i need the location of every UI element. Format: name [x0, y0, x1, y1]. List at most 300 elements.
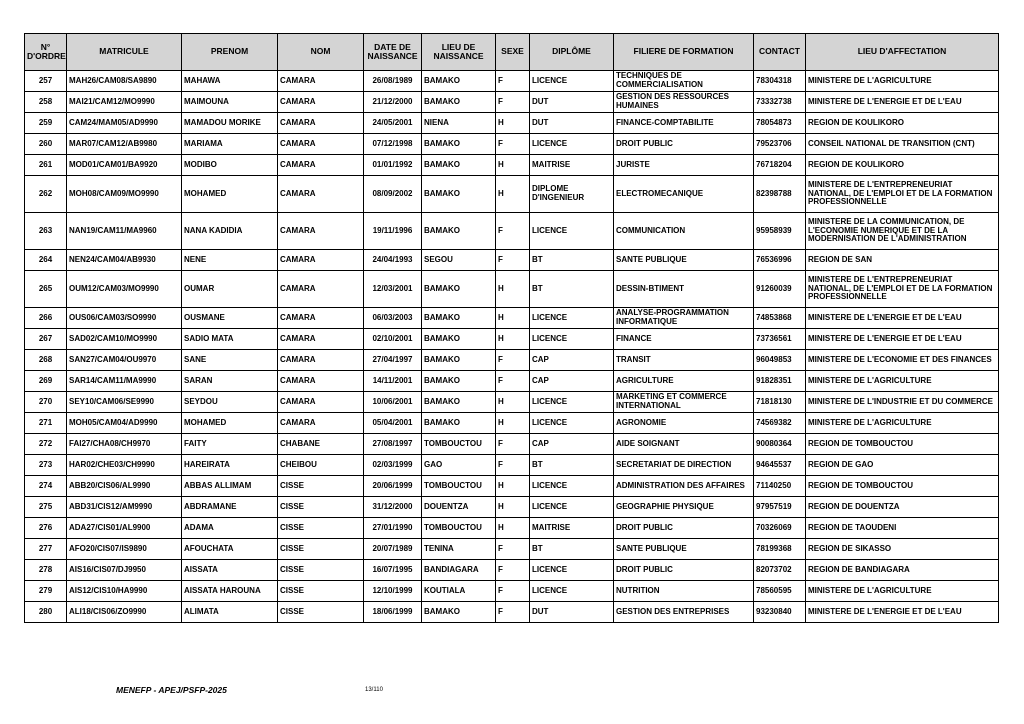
col-header-filiere: FILIERE DE FORMATION	[614, 34, 754, 71]
cell-affectation: MINISTERE DE L'INDUSTRIE ET DU COMMERCE	[806, 392, 999, 413]
cell-nom: CAMARA	[278, 213, 364, 250]
cell-prenom: SARAN	[182, 371, 278, 392]
table-row	[25, 392, 999, 413]
cell-ordre: 264	[25, 250, 67, 271]
cell-diplome: DUT	[530, 92, 614, 113]
cell-contact: 95958939	[754, 213, 806, 250]
cell-matricule: SEY10/CAM06/SE9990	[67, 392, 182, 413]
cell-contact: 78054873	[754, 113, 806, 134]
cell-sexe: H	[496, 476, 530, 497]
cell-contact: 90080364	[754, 434, 806, 455]
cell-filiere: GESTION DES ENTREPRISES	[614, 602, 754, 623]
cell-ordre: 277	[25, 539, 67, 560]
cell-matricule: ADA27/CIS01/AL9900	[67, 518, 182, 539]
table-row	[25, 271, 999, 308]
cell-affectation: MINISTERE DE L'AGRICULTURE	[806, 71, 999, 92]
table-row	[25, 539, 999, 560]
cell-diplome: DUT	[530, 113, 614, 134]
cell-filiere: ADMINISTRATION DES AFFAIRES	[614, 476, 754, 497]
table-row	[25, 560, 999, 581]
cell-affectation: MINISTERE DE L'AGRICULTURE	[806, 581, 999, 602]
cell-filiere: TECHNIQUES DE COMMERCIALISATION	[614, 71, 754, 92]
cell-affectation: MINISTERE DE LA COMMUNICATION, DE L'ECONOMIE NUMERIQUE ET DE LA MODERNISATION DE L'ADMINISTRATION	[806, 213, 999, 250]
cell-affectation: MINISTERE DE L'ENTREPRENEURIAT NATIONAL, DE L'EMPLOI ET DE LA FORMATION PROFESSIONNELLE	[806, 271, 999, 308]
cell-sexe: F	[496, 213, 530, 250]
cell-sexe: H	[496, 413, 530, 434]
cell-diplome: MAITRISE	[530, 518, 614, 539]
cell-sexe: F	[496, 350, 530, 371]
cell-prenom: SEYDOU	[182, 392, 278, 413]
cell-lieu-naissance: BAMAKO	[422, 213, 496, 250]
cell-ordre: 260	[25, 134, 67, 155]
document-page	[24, 33, 998, 623]
cell-nom: CAMARA	[278, 308, 364, 329]
cell-matricule: AIS16/CIS07/DJ9950	[67, 560, 182, 581]
cell-affectation: REGION DE KOULIKORO	[806, 113, 999, 134]
table-row	[25, 113, 999, 134]
cell-filiere: AGRONOMIE	[614, 413, 754, 434]
cell-date-naissance: 14/11/2001	[364, 371, 422, 392]
cell-affectation: MINISTERE DE L'ENERGIE ET DE L'EAU	[806, 92, 999, 113]
cell-ordre: 258	[25, 92, 67, 113]
cell-matricule: OUS06/CAM03/SO9990	[67, 308, 182, 329]
cell-contact: 91260039	[754, 271, 806, 308]
cell-diplome: DIPLOME D'INGENIEUR	[530, 176, 614, 213]
cell-filiere: DROIT PUBLIC	[614, 134, 754, 155]
cell-contact: 97957519	[754, 497, 806, 518]
cell-filiere: AIDE SOIGNANT	[614, 434, 754, 455]
cell-ordre: 259	[25, 113, 67, 134]
cell-contact: 94645537	[754, 455, 806, 476]
cell-prenom: MARIAMA	[182, 134, 278, 155]
cell-ordre: 276	[25, 518, 67, 539]
cell-filiere: COMMUNICATION	[614, 213, 754, 250]
cell-matricule: SAR14/CAM11/MA9990	[67, 371, 182, 392]
cell-sexe: F	[496, 581, 530, 602]
cell-lieu-naissance: BAMAKO	[422, 134, 496, 155]
cell-filiere: DROIT PUBLIC	[614, 560, 754, 581]
cell-prenom: MAHAWA	[182, 71, 278, 92]
cell-matricule: CAM24/MAM05/AD9990	[67, 113, 182, 134]
table-row	[25, 497, 999, 518]
cell-diplome: CAP	[530, 350, 614, 371]
col-header-lieu-naissance: LIEU DE NAISSANCE	[422, 34, 496, 71]
col-header-prenom: PRENOM	[182, 34, 278, 71]
cell-ordre: 265	[25, 271, 67, 308]
cell-filiere: GESTION DES RESSOURCES HUMAINES	[614, 92, 754, 113]
cell-contact: 78560595	[754, 581, 806, 602]
cell-affectation: REGION DE KOULIKORO	[806, 155, 999, 176]
cell-sexe: F	[496, 602, 530, 623]
cell-ordre: 268	[25, 350, 67, 371]
col-header-contact: CONTACT	[754, 34, 806, 71]
cell-affectation: REGION DE TAOUDENI	[806, 518, 999, 539]
cell-sexe: F	[496, 250, 530, 271]
cell-affectation: MINISTERE DE L'ENTREPRENEURIAT NATIONAL, DE L'EMPLOI ET DE LA FORMATION PROFESSIONNELLE	[806, 176, 999, 213]
cell-nom: CAMARA	[278, 413, 364, 434]
cell-contact: 96049853	[754, 350, 806, 371]
cell-contact: 79523706	[754, 134, 806, 155]
table-row	[25, 434, 999, 455]
cell-diplome: LICENCE	[530, 497, 614, 518]
page-number: 13/110	[365, 687, 383, 693]
cell-prenom: MOHAMED	[182, 176, 278, 213]
cell-lieu-naissance: TOMBOUCTOU	[422, 476, 496, 497]
cell-date-naissance: 18/06/1999	[364, 602, 422, 623]
cell-sexe: F	[496, 434, 530, 455]
cell-prenom: MOHAMED	[182, 413, 278, 434]
cell-contact: 78199368	[754, 539, 806, 560]
cell-affectation: MINISTERE DE L'ENERGIE ET DE L'EAU	[806, 308, 999, 329]
cell-date-naissance: 12/10/1999	[364, 581, 422, 602]
table-row	[25, 250, 999, 271]
cell-lieu-naissance: BANDIAGARA	[422, 560, 496, 581]
table-row	[25, 176, 999, 213]
cell-affectation: REGION DE DOUENTZA	[806, 497, 999, 518]
table-row	[25, 308, 999, 329]
footer-label: MENEFP - APEJ/PSFP-2025	[116, 685, 227, 695]
cell-matricule: MAR07/CAM12/AB9980	[67, 134, 182, 155]
cell-contact: 71140250	[754, 476, 806, 497]
table-row	[25, 476, 999, 497]
cell-filiere: SANTE PUBLIQUE	[614, 539, 754, 560]
col-header-date-naissance: DATE DE NAISSANCE	[364, 34, 422, 71]
cell-nom: CAMARA	[278, 92, 364, 113]
cell-sexe: H	[496, 113, 530, 134]
cell-sexe: H	[496, 271, 530, 308]
cell-diplome: BT	[530, 539, 614, 560]
table-row	[25, 455, 999, 476]
cell-date-naissance: 08/09/2002	[364, 176, 422, 213]
cell-nom: CAMARA	[278, 113, 364, 134]
cell-ordre: 267	[25, 329, 67, 350]
cell-date-naissance: 27/01/1990	[364, 518, 422, 539]
table-row	[25, 155, 999, 176]
cell-sexe: F	[496, 455, 530, 476]
table-row	[25, 581, 999, 602]
cell-affectation: REGION DE TOMBOUCTOU	[806, 434, 999, 455]
cell-date-naissance: 20/07/1989	[364, 539, 422, 560]
cell-sexe: H	[496, 155, 530, 176]
cell-lieu-naissance: BAMAKO	[422, 371, 496, 392]
cell-nom: CISSE	[278, 602, 364, 623]
col-header-ordre: N° D'ORDRE	[25, 34, 67, 71]
cell-filiere: NUTRITION	[614, 581, 754, 602]
cell-lieu-naissance: DOUENTZA	[422, 497, 496, 518]
table-row	[25, 350, 999, 371]
cell-diplome: LICENCE	[530, 581, 614, 602]
cell-ordre: 272	[25, 434, 67, 455]
cell-contact: 71818130	[754, 392, 806, 413]
cell-prenom: MAMADOU MORIKE	[182, 113, 278, 134]
cell-filiere: DROIT PUBLIC	[614, 518, 754, 539]
table-row	[25, 92, 999, 113]
cell-filiere: JURISTE	[614, 155, 754, 176]
cell-diplome: DUT	[530, 602, 614, 623]
cell-ordre: 263	[25, 213, 67, 250]
cell-nom: CAMARA	[278, 350, 364, 371]
cell-nom: CISSE	[278, 560, 364, 581]
cell-contact: 82073702	[754, 560, 806, 581]
cell-lieu-naissance: BAMAKO	[422, 413, 496, 434]
cell-prenom: ABDRAMANE	[182, 497, 278, 518]
cell-contact: 76536996	[754, 250, 806, 271]
cell-matricule: ALI18/CIS06/ZO9990	[67, 602, 182, 623]
cell-date-naissance: 27/04/1997	[364, 350, 422, 371]
cell-date-naissance: 12/03/2001	[364, 271, 422, 308]
cell-date-naissance: 26/08/1989	[364, 71, 422, 92]
cell-lieu-naissance: GAO	[422, 455, 496, 476]
cell-ordre: 262	[25, 176, 67, 213]
cell-date-naissance: 10/06/2001	[364, 392, 422, 413]
col-header-affectation: LIEU D'AFFECTATION	[806, 34, 999, 71]
cell-sexe: H	[496, 308, 530, 329]
cell-filiere: FINANCE	[614, 329, 754, 350]
cell-filiere: AGRICULTURE	[614, 371, 754, 392]
cell-affectation: MINISTERE DE L'ENERGIE ET DE L'EAU	[806, 602, 999, 623]
cell-nom: CISSE	[278, 476, 364, 497]
cell-prenom: AISSATA HAROUNA	[182, 581, 278, 602]
cell-diplome: CAP	[530, 371, 614, 392]
cell-ordre: 266	[25, 308, 67, 329]
table-row	[25, 518, 999, 539]
cell-prenom: HAREIRATA	[182, 455, 278, 476]
cell-ordre: 261	[25, 155, 67, 176]
cell-contact: 74853868	[754, 308, 806, 329]
cell-nom: CHEIBOU	[278, 455, 364, 476]
cell-lieu-naissance: NIENA	[422, 113, 496, 134]
cell-lieu-naissance: TOMBOUCTOU	[422, 434, 496, 455]
cell-filiere: ELECTROMECANIQUE	[614, 176, 754, 213]
col-header-matricule: MATRICULE	[67, 34, 182, 71]
cell-diplome: MAITRISE	[530, 155, 614, 176]
cell-sexe: H	[496, 392, 530, 413]
cell-affectation: CONSEIL NATIONAL DE TRANSITION (CNT)	[806, 134, 999, 155]
cell-ordre: 269	[25, 371, 67, 392]
cell-nom: CAMARA	[278, 329, 364, 350]
cell-lieu-naissance: BAMAKO	[422, 308, 496, 329]
table-row	[25, 602, 999, 623]
cell-contact: 93230840	[754, 602, 806, 623]
cell-contact: 78304318	[754, 71, 806, 92]
cell-date-naissance: 07/12/1998	[364, 134, 422, 155]
cell-lieu-naissance: TOMBOUCTOU	[422, 518, 496, 539]
table-row	[25, 371, 999, 392]
cell-prenom: MODIBO	[182, 155, 278, 176]
table-body	[25, 71, 999, 623]
cell-filiere: ANALYSE-PROGRAMMATION INFORMATIQUE	[614, 308, 754, 329]
cell-diplome: LICENCE	[530, 560, 614, 581]
cell-contact: 70326069	[754, 518, 806, 539]
cell-sexe: H	[496, 518, 530, 539]
cell-contact: 82398788	[754, 176, 806, 213]
cell-date-naissance: 31/12/2000	[364, 497, 422, 518]
cell-prenom: MAIMOUNA	[182, 92, 278, 113]
cell-sexe: F	[496, 71, 530, 92]
cell-lieu-naissance: BAMAKO	[422, 271, 496, 308]
cell-prenom: AFOUCHATA	[182, 539, 278, 560]
cell-ordre: 271	[25, 413, 67, 434]
cell-diplome: LICENCE	[530, 392, 614, 413]
cell-nom: CAMARA	[278, 371, 364, 392]
cell-ordre: 279	[25, 581, 67, 602]
cell-matricule: HAR02/CHE03/CH9990	[67, 455, 182, 476]
cell-diplome: CAP	[530, 434, 614, 455]
cell-filiere: DESSIN-BTIMENT	[614, 271, 754, 308]
cell-matricule: NAN19/CAM11/MA9960	[67, 213, 182, 250]
cell-diplome: LICENCE	[530, 329, 614, 350]
cell-ordre: 280	[25, 602, 67, 623]
cell-prenom: NENE	[182, 250, 278, 271]
cell-diplome: LICENCE	[530, 134, 614, 155]
cell-nom: CAMARA	[278, 134, 364, 155]
cell-lieu-naissance: BAMAKO	[422, 155, 496, 176]
cell-sexe: H	[496, 176, 530, 213]
cell-nom: CAMARA	[278, 250, 364, 271]
table-row	[25, 71, 999, 92]
cell-matricule: SAD02/CAM10/MO9990	[67, 329, 182, 350]
cell-lieu-naissance: TENINA	[422, 539, 496, 560]
cell-prenom: OUMAR	[182, 271, 278, 308]
cell-lieu-naissance: BAMAKO	[422, 602, 496, 623]
cell-date-naissance: 05/04/2001	[364, 413, 422, 434]
cell-diplome: BT	[530, 455, 614, 476]
cell-sexe: H	[496, 329, 530, 350]
cell-contact: 73736561	[754, 329, 806, 350]
cell-nom: CAMARA	[278, 392, 364, 413]
cell-matricule: MAI21/CAM12/MO9990	[67, 92, 182, 113]
cell-sexe: F	[496, 539, 530, 560]
cell-affectation: MINISTERE DE L'ECONOMIE ET DES FINANCES	[806, 350, 999, 371]
cell-matricule: ABB20/CIS06/AL9990	[67, 476, 182, 497]
cell-matricule: AIS12/CIS10/HA9990	[67, 581, 182, 602]
col-header-nom: NOM	[278, 34, 364, 71]
cell-matricule: MAH26/CAM08/SA9890	[67, 71, 182, 92]
cell-affectation: REGION DE SIKASSO	[806, 539, 999, 560]
cell-matricule: FAI27/CHA08/CH9970	[67, 434, 182, 455]
cell-matricule: AFO20/CIS07/IS9890	[67, 539, 182, 560]
cell-date-naissance: 20/06/1999	[364, 476, 422, 497]
cell-prenom: FAITY	[182, 434, 278, 455]
cell-date-naissance: 24/05/2001	[364, 113, 422, 134]
cell-affectation: REGION DE TOMBOUCTOU	[806, 476, 999, 497]
cell-filiere: FINANCE-COMPTABILITE	[614, 113, 754, 134]
cell-matricule: MOD01/CAM01/BA9920	[67, 155, 182, 176]
cell-lieu-naissance: BAMAKO	[422, 350, 496, 371]
cell-filiere: MARKETING ET COMMERCE INTERNATIONAL	[614, 392, 754, 413]
cell-sexe: F	[496, 371, 530, 392]
cell-contact: 91828351	[754, 371, 806, 392]
table-row	[25, 329, 999, 350]
cell-affectation: MINISTERE DE L'AGRICULTURE	[806, 413, 999, 434]
table-row	[25, 213, 999, 250]
cell-lieu-naissance: BAMAKO	[422, 329, 496, 350]
cell-affectation: REGION DE SAN	[806, 250, 999, 271]
cell-matricule: SAN27/CAM04/OU9970	[67, 350, 182, 371]
cell-ordre: 270	[25, 392, 67, 413]
cell-contact: 74569382	[754, 413, 806, 434]
cell-lieu-naissance: BAMAKO	[422, 176, 496, 213]
cell-prenom: NANA KADIDIA	[182, 213, 278, 250]
cell-diplome: LICENCE	[530, 213, 614, 250]
cell-diplome: LICENCE	[530, 308, 614, 329]
cell-date-naissance: 27/08/1997	[364, 434, 422, 455]
cell-matricule: MOH08/CAM09/MO9990	[67, 176, 182, 213]
cell-nom: CISSE	[278, 581, 364, 602]
cell-date-naissance: 02/10/2001	[364, 329, 422, 350]
cell-filiere: GEOGRAPHIE PHYSIQUE	[614, 497, 754, 518]
cell-sexe: F	[496, 134, 530, 155]
cell-lieu-naissance: BAMAKO	[422, 92, 496, 113]
col-header-diplome: DIPLÔME	[530, 34, 614, 71]
cell-diplome: BT	[530, 271, 614, 308]
col-header-sexe: SEXE	[496, 34, 530, 71]
cell-prenom: SANE	[182, 350, 278, 371]
table-row	[25, 134, 999, 155]
cell-contact: 73332738	[754, 92, 806, 113]
cell-date-naissance: 16/07/1995	[364, 560, 422, 581]
cell-diplome: LICENCE	[530, 413, 614, 434]
cell-prenom: OUSMANE	[182, 308, 278, 329]
cell-prenom: AISSATA	[182, 560, 278, 581]
cell-filiere: TRANSIT	[614, 350, 754, 371]
table-row	[25, 413, 999, 434]
cell-filiere: SECRETARIAT DE DIRECTION	[614, 455, 754, 476]
cell-matricule: MOH05/CAM04/AD9990	[67, 413, 182, 434]
cell-nom: CISSE	[278, 497, 364, 518]
cell-date-naissance: 21/12/2000	[364, 92, 422, 113]
cell-filiere: SANTE PUBLIQUE	[614, 250, 754, 271]
cell-nom: CAMARA	[278, 71, 364, 92]
cell-lieu-naissance: KOUTIALA	[422, 581, 496, 602]
cell-affectation: MINISTERE DE L'ENERGIE ET DE L'EAU	[806, 329, 999, 350]
cell-nom: CAMARA	[278, 271, 364, 308]
cell-date-naissance: 01/01/1992	[364, 155, 422, 176]
cell-ordre: 275	[25, 497, 67, 518]
cell-matricule: OUM12/CAM03/MO9990	[67, 271, 182, 308]
cell-date-naissance: 02/03/1999	[364, 455, 422, 476]
cell-ordre: 257	[25, 71, 67, 92]
cell-diplome: BT	[530, 250, 614, 271]
cell-affectation: REGION DE GAO	[806, 455, 999, 476]
cell-nom: CISSE	[278, 539, 364, 560]
cell-prenom: ABBAS ALLIMAM	[182, 476, 278, 497]
cell-date-naissance: 19/11/1996	[364, 213, 422, 250]
cell-sexe: F	[496, 92, 530, 113]
cell-lieu-naissance: BAMAKO	[422, 392, 496, 413]
header-row	[25, 34, 999, 71]
cell-prenom: SADIO MATA	[182, 329, 278, 350]
cell-ordre: 278	[25, 560, 67, 581]
cell-lieu-naissance: SEGOU	[422, 250, 496, 271]
cell-ordre: 273	[25, 455, 67, 476]
cell-sexe: H	[496, 497, 530, 518]
cell-nom: CHABANE	[278, 434, 364, 455]
cell-affectation: MINISTERE DE L'AGRICULTURE	[806, 371, 999, 392]
cell-date-naissance: 06/03/2003	[364, 308, 422, 329]
cell-diplome: LICENCE	[530, 71, 614, 92]
cell-nom: CISSE	[278, 518, 364, 539]
cell-lieu-naissance: BAMAKO	[422, 71, 496, 92]
assignment-table	[24, 33, 999, 623]
cell-date-naissance: 24/04/1993	[364, 250, 422, 271]
cell-contact: 76718204	[754, 155, 806, 176]
cell-nom: CAMARA	[278, 176, 364, 213]
cell-matricule: NEN24/CAM04/AB9930	[67, 250, 182, 271]
cell-sexe: F	[496, 560, 530, 581]
cell-matricule: ABD31/CIS12/AM9990	[67, 497, 182, 518]
cell-diplome: LICENCE	[530, 476, 614, 497]
